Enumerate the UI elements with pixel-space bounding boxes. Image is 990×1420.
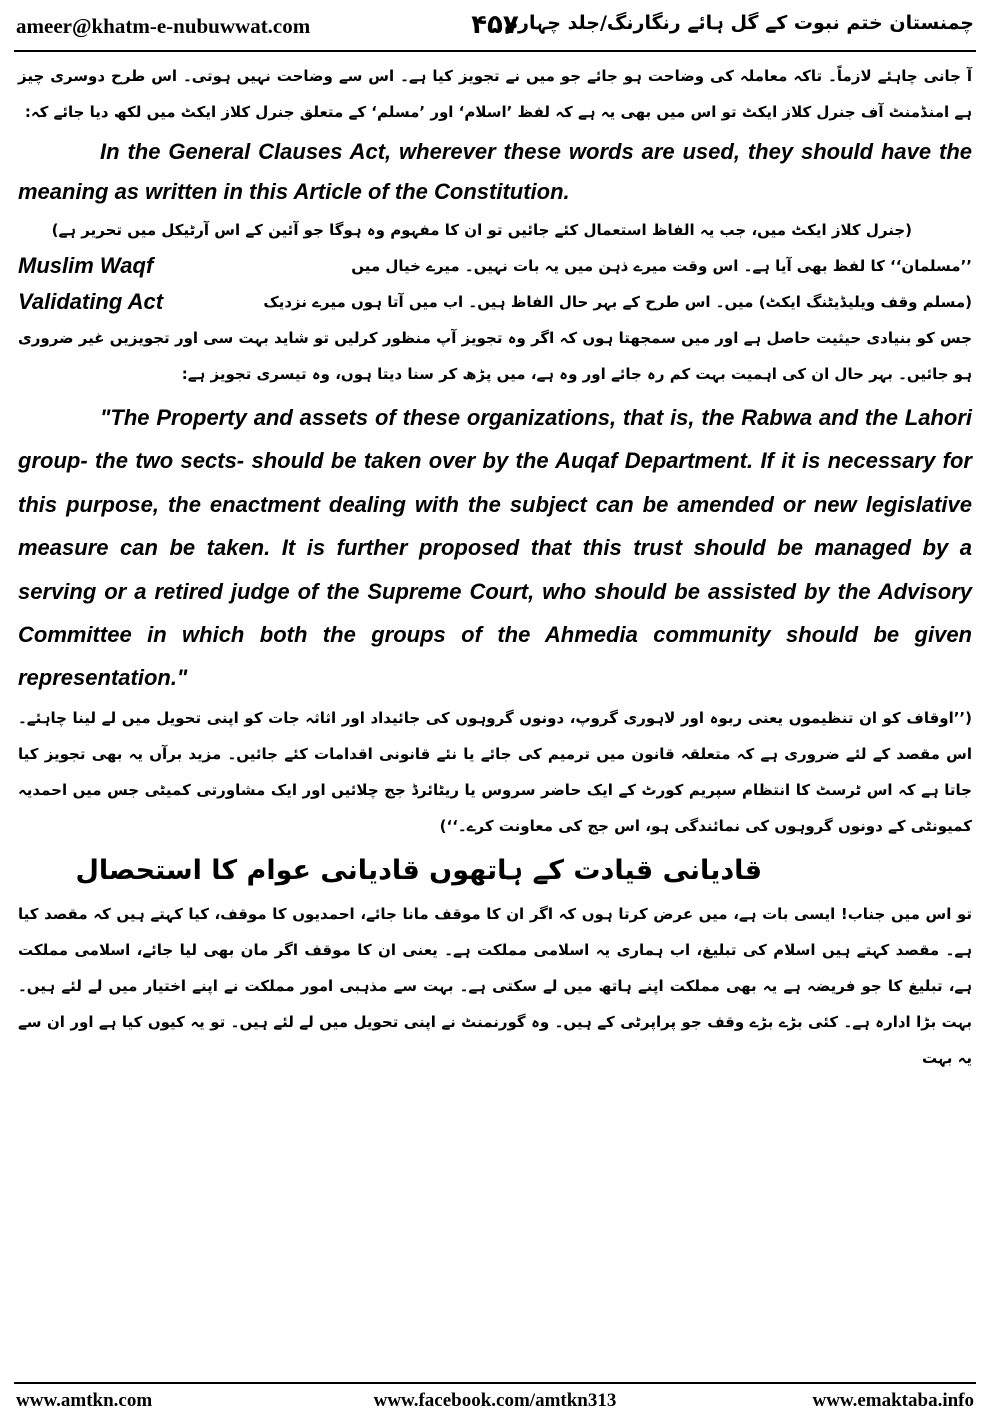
- urdu-paragraph-1: آ جانی چاہئے لازماً۔ تاکہ معاملہ کی وضاحت ہو جائے جو میں نے تجویز کیا ہے۔ اس سے وضاحت نہیں ہوتی۔ اس طرح دوسری چیز ہے امنڈمنٹ آف جنرل کلاز ایکٹ تو اس میں بھی یہ ہے کہ لفظ ’اسلام‘ اور ’مسلم‘ کے متعلق جنرل کلاز ایکٹ میں لکھ دیا جائے کہ:: [18, 67, 972, 121]
- mixed-line-1: [18, 248, 972, 284]
- mixed-paragraph: [18, 248, 972, 320]
- english-quote-1: In the General Clauses Act, wherever these words are used, they should have the meaning as written in this Article of the Constitution.: [18, 139, 972, 204]
- page-footer: [14, 1388, 976, 1416]
- footer-link-amtkn[interactable]: www.amtkn.com: [16, 1390, 153, 1411]
- mixed-line-2: [18, 284, 972, 320]
- header-divider: [14, 50, 976, 52]
- book-title: چمنستان ختم نبوت کے گل ہائے رنگارنگ/جلد چہارم: [504, 12, 974, 34]
- page-header: [10, 4, 980, 48]
- footer-link-facebook[interactable]: www.facebook.com/amtkn313: [373, 1390, 617, 1411]
- inline-english-validating-act: Validating Act: [18, 289, 164, 314]
- urdu-translation-2: (’’اوقاف کو ان تنظیموں یعنی ربوہ اور لاہوری گروپ، دونوں گروہوں کی جائیداد اور اثاثہ جات کو اپنی تحویل میں لے لینا چاہئے۔ اس مقصد کے لئے ضروری ہے کہ متعلقہ قانون میں ترمیم کی جائے یا نئے قانونی اقدامات کئے جائیں۔ مزید برآں یہ بھی تجویز کیا جاتا ہے کہ اس ٹرسٹ کا انتظام سپریم کورٹ کے ایک حاضر سروس یا ریٹائرڈ جج چلائیں اور ایک مشاورتی کمیٹی جس میں احمدیہ کمیونٹی کے دونوں گروہوں کی نمائندگی ہو، اس جج کی معاونت کرے۔‘‘): [18, 708, 972, 835]
- page-number: ۴۵۷: [471, 10, 519, 40]
- header-email: ameer@khatm-e-nubuwwat.com: [16, 14, 311, 38]
- inline-english-muslim-waqf: Muslim Waqf: [18, 253, 154, 278]
- footer-divider: [14, 1382, 976, 1384]
- urdu-paragraph-5: تو اس میں جناب! ایسی بات ہے، میں عرض کرتا ہوں کہ اگر ان کا موقف مانا جائے، احمدیوں کا موقف، کیا کہتے ہیں کہ مقصد کیا ہے۔ مقصد کہتے ہیں اسلام کی تبلیغ، اب ہماری یہ اسلامی مملکت ہے۔ یعنی ان کا موقف اگر مان بھی لیا جائے، اسلامی مملکت ہے، تبلیغ کا جو فریضہ ہے یہ بھی مملکت اپنے ہاتھ میں لے سکتی ہے۔ بہت سے مذہبی امور مملکت نے اپنے اختیار میں لے لئے ہیں۔ بہت بڑا ادارہ ہے۔ کئی بڑے بڑے وقف جو پراپرٹی کے ہیں۔ وہ گورنمنٹ نے اپنی تحویل میں لے لئے ہیں۔ تو یہ کیوں کیا ہے اور ان سے یہ بہت: [18, 904, 972, 1067]
- mixed-line-2-urdu: (مسلم وقف ویلیڈیٹنگ ایکٹ) میں۔ اس طرح کے بہر حال الفاظ ہیں۔ اب میں آتا ہوں میرے نزدیک: [263, 293, 972, 311]
- page-body: [18, 58, 972, 1076]
- section-heading: قادیانی قیادت کے ہاتھوں قادیانی عوام کا استحصال: [75, 854, 762, 886]
- mixed-line-1-urdu: ’’مسلمان‘‘ کا لفظ بھی آیا ہے۔ اس وقت میرے ذہن میں یہ بات نہیں۔ میرے خیال میں: [351, 257, 972, 275]
- urdu-paragraph-3: جس کو بنیادی حیثیت حاصل ہے اور میں سمجھتا ہوں کہ اگر وہ تجویز آپ منظور کرلیں تو شاید بہت سی اور تجویزیں غیر ضروری ہو جائیں۔ بہر حال ان کی اہمیت بہت کم رہ جائے اور وہ ہے، میں پڑھ کر سنا دیتا ہوں، وہ تیسری تجویز ہے:: [18, 329, 972, 383]
- footer-link-emaktaba[interactable]: www.emaktaba.info: [812, 1390, 974, 1411]
- urdu-translation-1: (جنرل کلاز ایکٹ میں، جب یہ الفاظ استعمال کئے جائیں تو ان کا مفہوم وہ ہوگا جو آئین کے اس آرٹیکل میں تحریر ہے): [51, 221, 912, 239]
- english-quote-2: "The Property and assets of these organizations, that is, the Rabwa and the Lahori group- the two sects- should be taken over by the Auqaf Department. If it is necessary for this purpose, the enactment dealing with the subject can be amended or new legislative measure can be taken. It is further proposed that this trust should be managed by a serving or a retired judge of the Supreme Court, who should be assisted by the Advisory Committee in which both the groups of the Ahmedia community should be given representation.": [18, 405, 972, 691]
